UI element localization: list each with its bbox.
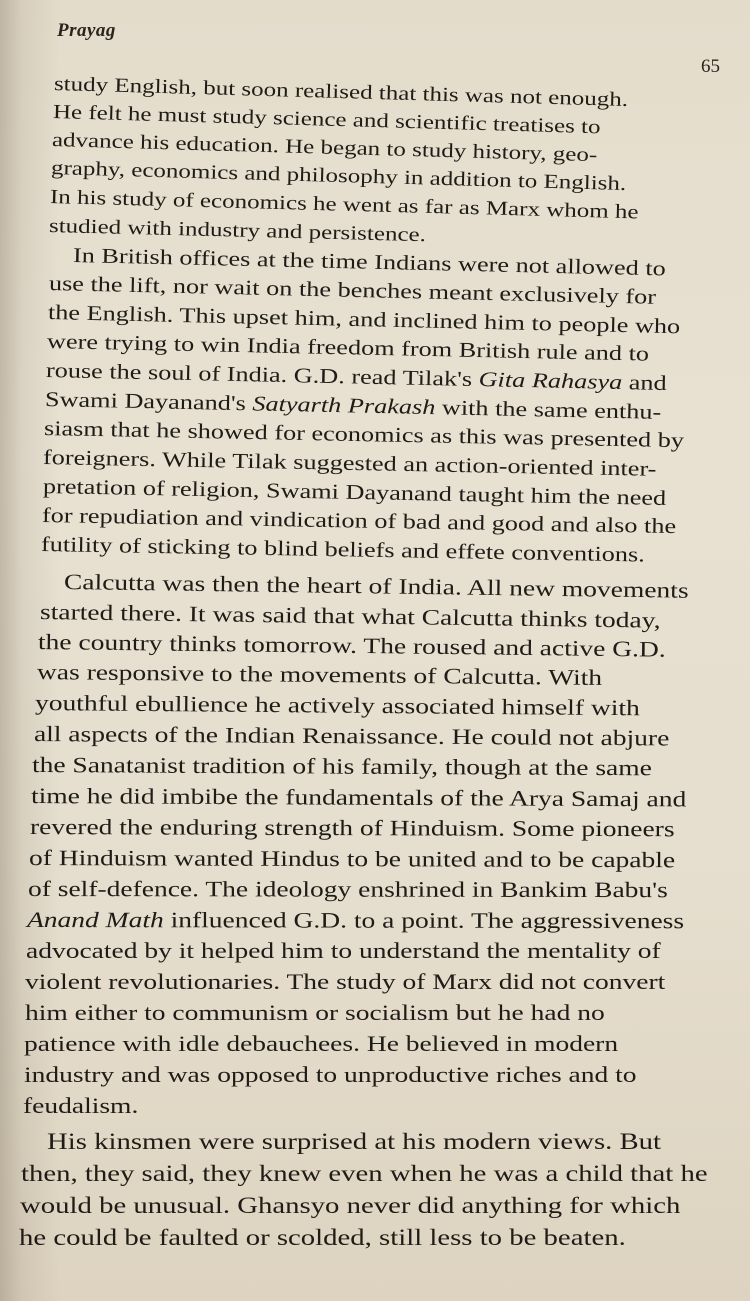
text-line: youthful ebullience he actively associated himself with [34,690,640,721]
text-line: time he did imbibe the fundamentals of the Arya Samaj and [30,783,687,812]
text-line: of Hinduism wanted Hindus to be united and to be capable [28,845,676,873]
text-line: were trying to win India freedom from British rule and to [46,329,650,366]
text-line: of self-defence. The ideology enshrined in Bankim Babu's [27,876,668,903]
text-line: advocated by it helped him to understand the mentality of [26,938,661,963]
text-segment: with the same enthu- [435,395,662,424]
text-line: feudalism. [23,1093,139,1118]
text-segment: rouse the soul of India. G.D. read Tilak's [45,358,479,392]
text-line: advance his education. He began to study history, geo- [51,129,598,167]
text-line [27,909,684,932]
text-line: the Sanatanist tradition of his family, though at the same [31,752,652,781]
running-head: Prayag [57,20,116,41]
text-segment: influenced G.D. to a point. The aggressiveness [163,907,685,934]
text-line: was responsive to the movements of Calcutta. With [36,659,603,690]
text-line: revered the enduring strength of Hinduism. Some pioneers [29,814,675,842]
text-line: In his study of economics he went as far as Marx whom he [49,186,639,224]
page-number: 65 [701,56,720,77]
text-line: violent revolutionaries. The study of Marx did not convert [25,969,666,994]
book-title-satyarth-prakash: Satyarth Prakash [252,391,436,420]
text-line: he could be faulted or scolded, still less to be beaten. [19,1225,626,1250]
text-line: started there. It was said that what Calcutta thinks today, [39,599,661,633]
text-line: use the lift, nor wait on the benches meant exclusively for [48,271,657,309]
text-line: would be unusual. Ghansyo never did anything for which [20,1193,681,1218]
text-line: futility of sticking to blind beliefs and effete conventions. [40,532,645,567]
text-line: His kinsmen were surprised at his modern views. But [47,1129,662,1154]
text-line: industry and was opposed to unproductive riches and to [24,1062,637,1087]
text-line: foreigners. While Tilak suggested an action-oriented inter- [42,445,657,481]
text-line: graphy, economics and philosophy in addition to English. [50,157,627,196]
text-line: pretation of religion, Swami Dayanand taught him the need [42,474,667,510]
text-segment: and [621,370,667,395]
text-line: him either to communism or socialism but he had no [25,1000,605,1025]
text-line: siasm that he showed for economics as this was presented by [43,416,685,453]
text-line: Calcutta was then the heart of India. All new movements [63,569,689,603]
text-line: the country thinks tomorrow. The roused and active G.D. [37,629,666,662]
text-line: patience with idle debauchees. He believed in modern [24,1031,619,1056]
book-title-gita-rahasya: Gita Rahasya [478,367,623,395]
text-line: study English, but soon realised that this was not enough. [53,73,629,112]
text-line: studied with industry and persistence. [48,215,427,247]
book-title-anand-math: Anand Math [26,907,164,933]
text-line: all aspects of the Indian Renaissance. He could not abjure [33,721,670,751]
text-segment: Swami Dayanand's [44,387,253,416]
text-line: He felt he must study science and scientific treatises to [52,101,601,139]
text-line: In British offices at the time Indians were not allowed to [72,243,667,281]
text-line: for repudiation and vindication of bad and good and also the [41,503,677,539]
text-line: the English. This upset him, and inclined him to people who [47,300,681,339]
text-line: then, they said, they knew even when he was a child that he [21,1161,708,1186]
